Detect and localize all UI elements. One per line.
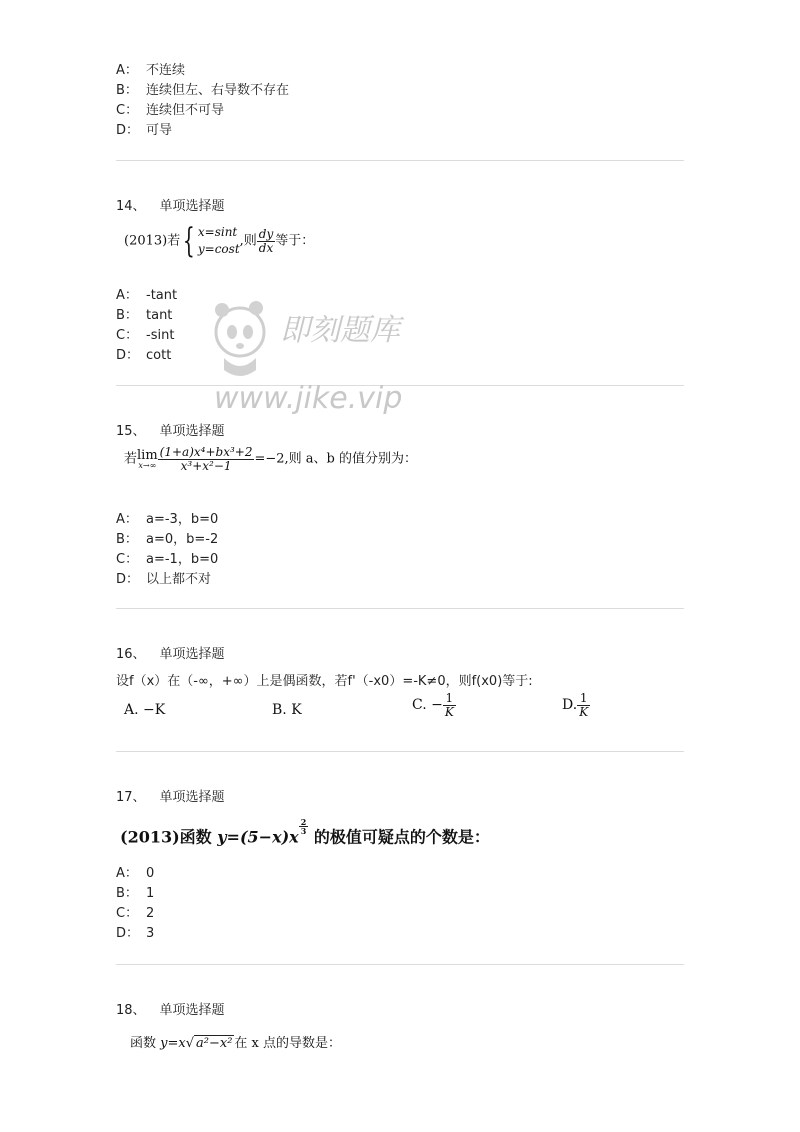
q13-option-c[interactable]: C： 连续但不可导 <box>116 103 225 118</box>
q13-option-a[interactable]: A： 不连续 <box>116 63 186 78</box>
q18-stem: 函数 y=x√ a²−x² 在 x 点的导数是： <box>130 1036 342 1051</box>
q15-option-c[interactable]: C： a=-1，b=0 <box>116 552 219 567</box>
q14-option-b[interactable]: B： tant <box>116 308 173 323</box>
watermark-name: 即刻题库 <box>280 313 400 348</box>
divider <box>116 751 684 752</box>
divider <box>116 160 684 161</box>
q16-stem: 设f（x）在（-∞，+∞）上是偶函数，若f'（-x0）=-K≠0，则f(x0)等于: <box>116 674 533 689</box>
q13-option-d[interactable]: D： 可导 <box>116 123 173 138</box>
watermark <box>210 290 430 420</box>
q16-choice-b[interactable]: B. K <box>272 702 302 718</box>
q17-stem: (2013)函数 y=(5−x)x $\frac{2}{3}$ 的极值可疑点的个数是： <box>120 817 490 847</box>
q15-stem: 若 lim x→∞ $\frac{\text{(1+a)x⁴+bx³+2}}{\text{x³+x²−1}}$ =−2,则 a、b 的值分别为： <box>124 445 417 473</box>
divider <box>116 964 684 965</box>
panda-logo-icon <box>210 290 430 420</box>
q13-option-b[interactable]: B： 连续但左、右导数不存在 <box>116 83 290 98</box>
divider <box>116 385 684 386</box>
q16-header: 16、 单项选择题 <box>116 647 225 662</box>
q16-choice-d[interactable]: D. $\frac{1}{K}$ <box>562 691 589 719</box>
q14-option-d[interactable]: D： cott <box>116 348 172 363</box>
q14-header: 14、 单项选择题 <box>116 199 225 214</box>
q17-option-a[interactable]: A： 0 <box>116 866 155 881</box>
watermark-url: www.jike.vip <box>214 381 403 416</box>
q16-choice-c[interactable]: C. − $\frac{1}{K}$ <box>412 691 454 719</box>
q15-header: 15、 单项选择题 <box>116 424 225 439</box>
q14-stem: (2013)若{ x=sint y=cost ,则 $\frac{dy}{dx}$ 等于： <box>124 221 315 261</box>
divider <box>116 608 684 609</box>
q15-option-b[interactable]: B： a=0，b=-2 <box>116 532 219 547</box>
q17-option-c[interactable]: C： 2 <box>116 906 155 921</box>
q17-option-d[interactable]: D： 3 <box>116 926 155 941</box>
q18-header: 18、 单项选择题 <box>116 1003 225 1018</box>
q14-option-a[interactable]: A： -tant <box>116 288 178 303</box>
q15-option-d[interactable]: D： 以上都不对 <box>116 572 212 587</box>
q14-option-c[interactable]: C： -sint <box>116 328 175 343</box>
q15-option-a[interactable]: A： a=-3，b=0 <box>116 512 219 527</box>
q17-header: 17、 单项选择题 <box>116 790 225 805</box>
q17-option-b[interactable]: B： 1 <box>116 886 155 901</box>
q16-choice-a[interactable]: A. −K <box>124 702 166 718</box>
